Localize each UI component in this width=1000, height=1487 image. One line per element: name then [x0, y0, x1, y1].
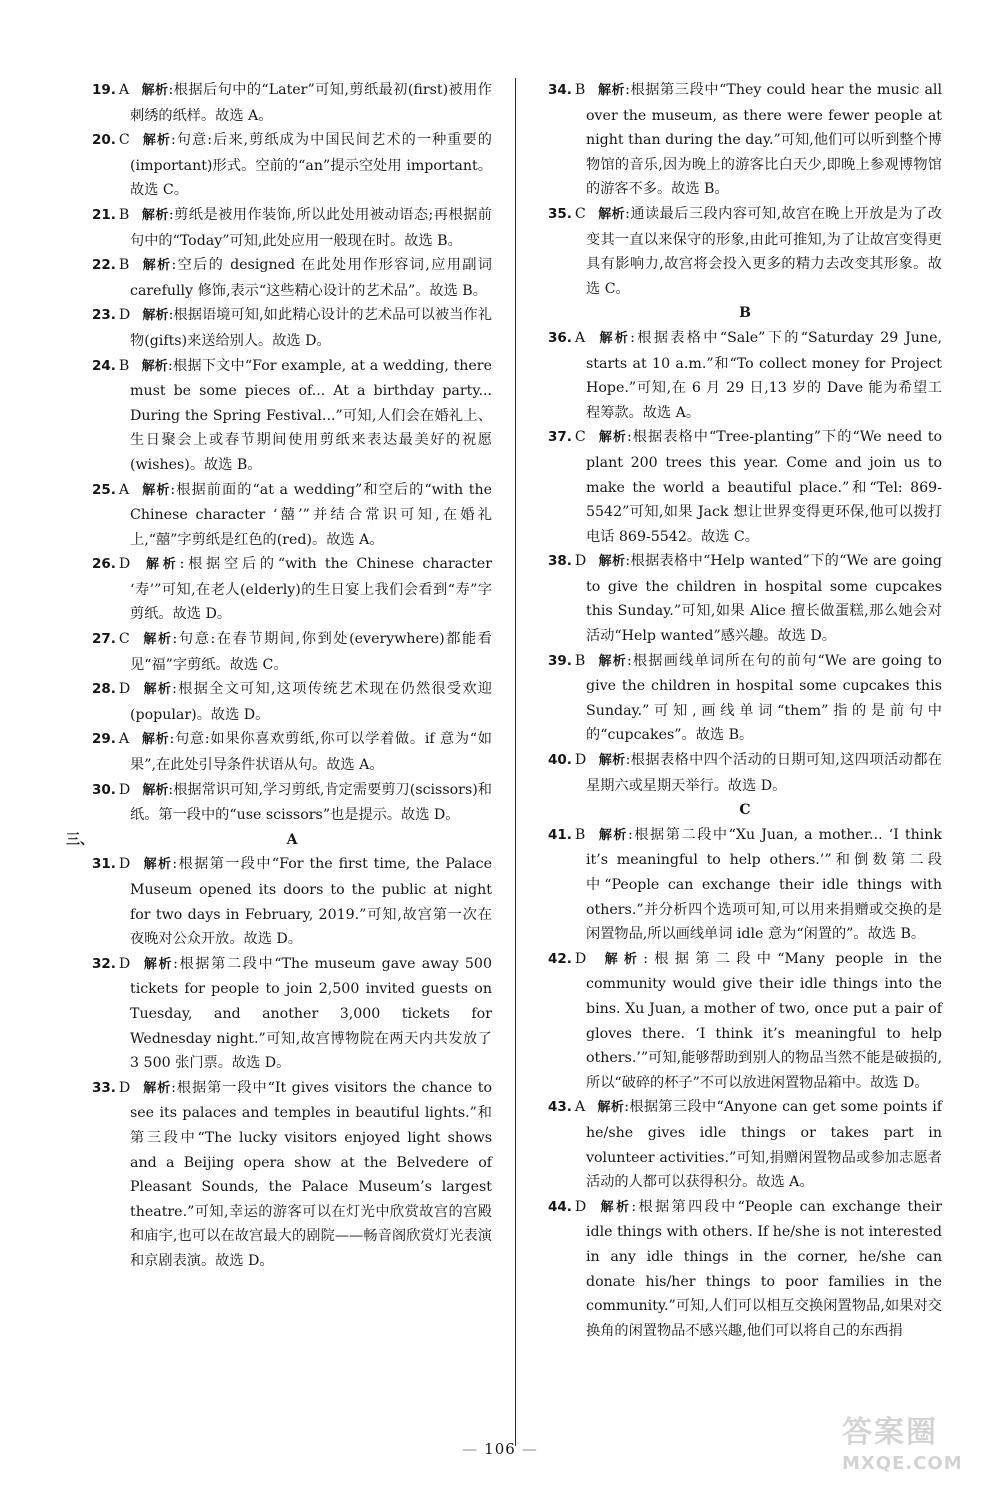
- question-number: 26.: [92, 556, 116, 573]
- answer-item: [548, 748, 942, 798]
- question-number: 41.: [548, 826, 572, 843]
- question-number: 24.: [92, 357, 116, 374]
- explanation-text: :根据常识可知,学习剪纸,肯定需要剪刀(scissors)和纸。第一段中的“use scissors”也是提示。故选 D。: [130, 781, 492, 824]
- answer-choice: D: [118, 307, 131, 324]
- answer-item: [92, 552, 492, 627]
- question-number: 31.: [92, 856, 116, 873]
- explanation-text: :根据表格中“Sale”下的“Saturday 29 June, starts at 10 a.m.”和“To collect money for Project Hope.”可知,在 6 月 29 日,13 岁的 Dave 能为希望工程筹款。故选 A。: [586, 329, 942, 421]
- watermark-logo-text: 答案圈: [842, 1415, 938, 1450]
- question-number: 22.: [92, 257, 116, 274]
- answer-item: [92, 354, 492, 478]
- analysis-tag: 解析: [598, 554, 626, 570]
- answer-choice: B: [574, 652, 586, 669]
- section-c-heading: C: [739, 802, 751, 819]
- answer-choice: B: [574, 826, 586, 843]
- analysis-tag: 解析: [141, 133, 171, 149]
- answer-choice: B: [118, 257, 130, 274]
- analysis-tag: 解析: [142, 782, 169, 798]
- analysis-tag: 解析: [598, 951, 644, 967]
- question-number: 34.: [548, 82, 572, 98]
- answer-item: [92, 727, 492, 777]
- analysis-tag: 解析: [142, 857, 173, 873]
- right-column: [548, 78, 942, 1343]
- answer-choice: B: [118, 206, 130, 223]
- answer-item: [92, 1076, 492, 1274]
- answer-item: [92, 128, 492, 203]
- analysis-tag: 解析: [597, 206, 626, 222]
- analysis-tag: 解析: [141, 83, 169, 98]
- explanation-text: :根据全文可知,这项传统艺术现在仍然很受欢迎(popular)。故选 D。: [130, 681, 492, 723]
- answer-item: [92, 627, 492, 677]
- explanation-text: :空后的 designed 在此处用作形容词,应用副词 carefully 修饰,表示“这些精心设计的艺术品”。故选 B。: [130, 257, 492, 299]
- explanation-text: :根据第二段中“Xu Juan, a mother... ‘I think it’s meaningful to help others.’”和倒数第二段中“People can exchange their idle things with others.”并分析四个选项可知,可以用来捐赠或交换的是闲置物品,所以画线单词 idle 意为“闲置的”。故选 B。: [586, 826, 942, 943]
- analysis-tag: 解析: [597, 827, 628, 843]
- answer-list-3: [548, 78, 942, 301]
- explanation-text: :根据第三段中“Anyone can get some points if he/she gives idle things or takes part in volunteer activities.”可知,捐赠闲置物品或参加志愿者活动的人都可以获得积分。故选 A。: [586, 1099, 942, 1191]
- answer-item: [92, 478, 492, 553]
- question-number: 39.: [548, 652, 572, 669]
- question-number: 36.: [548, 329, 572, 346]
- section-a-heading: A: [286, 831, 298, 848]
- explanation-text: :根据表格中四个活动的日期可知,这四项活动都在星期六或星期天举行。故选 D。: [586, 752, 942, 794]
- answer-choice: D: [118, 856, 131, 873]
- analysis-tag: 解析: [142, 1080, 172, 1096]
- page-number: 106: [484, 1440, 516, 1458]
- answer-item: [92, 203, 492, 253]
- analysis-tag: 解析: [142, 956, 174, 972]
- question-number: 29.: [92, 731, 116, 748]
- answer-list-1: [92, 78, 492, 828]
- analysis-tag: 解析: [597, 330, 631, 346]
- answer-choice: D: [118, 955, 131, 972]
- analysis-tag: 解析: [597, 1100, 625, 1116]
- question-number: 43.: [548, 1099, 572, 1116]
- analysis-tag: 解析: [597, 83, 626, 98]
- answer-choice: D: [574, 1198, 587, 1215]
- answer-choice: B: [574, 82, 586, 98]
- answer-item: [92, 78, 492, 128]
- part-three-label: 三、: [66, 831, 94, 848]
- analysis-tag: 解析: [141, 358, 168, 374]
- question-number: 37.: [548, 429, 572, 446]
- answer-item: [92, 677, 492, 727]
- answer-item: [92, 952, 492, 1076]
- part-three-header: [66, 828, 492, 853]
- analysis-tag: 解析: [141, 732, 170, 748]
- explanation-text: :根据表格中“Tree-planting”下的“We need to plant 200 trees this year. Come and join us to make the world a beautiful place.”和“Tel: 869-5542”可知,如果 Jack 想让世界变得更环保,他可以拨打电话 869-5542。故选 C。: [586, 429, 942, 545]
- answer-item: [548, 649, 942, 748]
- answer-item: [92, 303, 492, 353]
- left-column: [66, 78, 492, 1274]
- explanation-text: :句意:在春节期间,你到处(everywhere)都能看见“福”字剪纸。故选 C。: [130, 631, 492, 673]
- answer-item: [92, 852, 492, 951]
- answer-item: [548, 425, 942, 549]
- question-number: 19.: [92, 82, 116, 98]
- analysis-tag: 解析: [142, 557, 180, 573]
- explanation-text: :根据画线单词所在句的前句“We are going to give the children in hospital some cupcakes this Sunday.”可知,画线单词“them”指的是前句中的“cupcakes”。故选 B。: [586, 652, 942, 744]
- analysis-tag: 解析: [141, 632, 173, 648]
- answer-choice: C: [574, 429, 586, 446]
- analysis-tag: 解析: [597, 653, 627, 669]
- answer-choice: A: [118, 481, 130, 498]
- answer-item: [92, 778, 492, 828]
- explanation-text: :通读最后三段内容可知,故宫在晚上开放是为了改变其一直以来保守的形象,由此可推知,为了让故宫变得更具有影响力,故宫将会投入更多的精力去改变其形象。故选 C。: [586, 205, 942, 297]
- explanation-text: :剪纸是被用作装饰,所以此处用被动语态;再根据前句中的“Today”可知,此处应用一般现在时。故选 B。: [130, 206, 492, 249]
- answer-choice: A: [574, 329, 586, 346]
- question-number: 30.: [92, 781, 116, 798]
- explanation-text: :根据第二段中“Many people in the community would give their idle things into the bins. Xu Juan, a mother of two, once put a pair of gloves there. ‘I think it’s meaningful to help others.’”可知,能够帮助到别人的物品当然不能是破损的,所以“破碎的杯子”不可以放进闲置物品箱中。故选 D。: [586, 950, 942, 1091]
- question-number: 35.: [548, 205, 572, 222]
- answer-choice: D: [574, 553, 587, 570]
- answer-item: [92, 253, 492, 303]
- answer-list-2: [92, 852, 492, 1273]
- question-number: 42.: [548, 950, 572, 967]
- page-number-dash-left: —: [462, 1440, 479, 1458]
- site-watermark: [842, 1407, 972, 1477]
- answer-choice: B: [118, 357, 130, 374]
- answer-choice: C: [574, 205, 586, 222]
- answer-choice: A: [574, 1099, 586, 1116]
- question-number: 23.: [92, 307, 116, 324]
- answer-choice: C: [118, 631, 130, 648]
- answer-item: [548, 1195, 942, 1344]
- answer-choice: A: [118, 82, 130, 98]
- answer-choice: D: [118, 681, 131, 698]
- answer-choice: D: [118, 781, 131, 798]
- question-number: 44.: [548, 1198, 572, 1215]
- question-number: 40.: [548, 752, 572, 769]
- explanation-text: :根据第四段中“People can exchange their idle things with others. If he/she is not interested in any idle things in the corner, he/she can donate his/her things to poor families in the community.”可知,人们可以相互交换闲置物品,如果对交换角的闲置物品不感兴趣,他们可以将自己的东西捐: [586, 1198, 942, 1339]
- answer-choice: D: [574, 752, 587, 769]
- answer-item: [548, 823, 942, 947]
- answer-item: [548, 202, 942, 301]
- explanation-text: :根据第三段中“They could hear the music all over the museum, as there were fewer people at night than during the day.”可知,他们可以听到整个博物馆的音乐,因为晚上的游客比白天少,即晚上参观博物馆的游客不多。故选 B。: [586, 82, 942, 198]
- explanation-text: :根据第一段中“It gives visitors the chance to see its palaces and temples in beautiful lights.”和第三段中“The lucky visitors enjoyed light shows and a Beijing opera show at the Belvedere of Pleasant Sounds, the Palace Museum’s largest theatre.”可知,幸运的游客可以在灯光中欣赏故宫的宫殿和庙宇,也可以在故宫最大的剧院——畅音阁欣赏灯光表演和京剧表演。故选 D。: [130, 1079, 492, 1269]
- answer-item: [548, 78, 942, 202]
- answer-list-5: [548, 823, 942, 1343]
- page-number-dash-right: —: [521, 1440, 538, 1458]
- answer-item: [548, 947, 942, 1096]
- analysis-tag: 解析: [142, 308, 169, 324]
- question-number: 33.: [92, 1079, 116, 1096]
- analysis-tag: 解析: [598, 753, 626, 769]
- explanation-text: :根据第二段中“The museum gave away 500 tickets for people to join 2,500 invited guests on Tuesday, and another 3,000 tickets for Wednesday night.”可知,故宫博物院在两天内共发放了 3 500 张门票。故选 D。: [130, 955, 492, 1072]
- answer-choice: C: [118, 132, 130, 149]
- explanation-text: :句意:后来,剪纸成为中国民间艺术的一种重要的(important)形式。空前的“an”提示空处用 important。故选 C。: [130, 132, 492, 199]
- analysis-tag: 解析: [597, 430, 627, 446]
- answer-item: [548, 1095, 942, 1194]
- watermark-url: MXQE.COM: [842, 1453, 963, 1474]
- section-b-heading: B: [739, 305, 751, 322]
- explanation-text: :根据语境可知,如此精心设计的艺术品可以被当作礼物(gifts)来送给别人。故选 D。: [130, 307, 492, 349]
- column-divider: [515, 78, 516, 1446]
- explanation-text: :根据后句中的“Later”可知,剪纸最初(first)被用作刺绣的纸样。故选 A。: [130, 82, 492, 124]
- answer-item: [548, 326, 942, 425]
- answer-choice: D: [118, 1079, 131, 1096]
- explanation-text: :句意:如果你喜欢剪纸,你可以学着做。if 意为“如果”,在此处引导条件状语从句。故选 A。: [130, 731, 492, 774]
- analysis-tag: 解析: [598, 1199, 632, 1215]
- analysis-tag: 解析: [142, 682, 173, 698]
- explanation-text: :根据空后的“with the Chinese character ‘寿’”可知,在老人(elderly)的生日宴上我们会看到“寿”字剪纸。故选 D。: [130, 556, 492, 623]
- question-number: 21.: [92, 206, 116, 223]
- question-number: 25.: [92, 481, 116, 498]
- answer-item: [548, 549, 942, 648]
- answer-choice: D: [118, 556, 131, 573]
- answer-list-4: [548, 326, 942, 798]
- analysis-tag: 解析: [141, 258, 172, 274]
- answer-choice: A: [118, 731, 130, 748]
- question-number: 28.: [92, 681, 116, 698]
- question-number: 27.: [92, 631, 116, 648]
- explanation-text: :根据下文中“For example, at a wedding, there must be some pieces of... At a birthday party... During the Spring Festival...”可知,人们会在婚礼上、生日聚会上或春节期间使用剪纸来表达最美好的祝愿(wishes)。故选 B。: [130, 357, 492, 473]
- explanation-text: :根据第一段中“For the first time, the Palace Museum opened its doors to the public at night for two days in February, 2019.”可知,故宫第一次在夜晚对公众开放。故选 D。: [130, 856, 492, 948]
- answer-choice: D: [574, 950, 587, 967]
- explanation-text: :根据表格中“Help wanted”下的“We are going to give the children in hospital some cupcakes this Sunday.”可知,如果 Alice 擅长做蛋糕,那么她会对活动“Help wanted”感兴趣。故选 D。: [586, 553, 942, 645]
- question-number: 32.: [92, 955, 116, 972]
- explanation-text: :根据前面的“at a wedding”和空后的“with the Chinese character ‘囍’”并结合常识可知,在婚礼上,“囍”字剪纸是红色的(red)。故选 A。: [130, 481, 492, 548]
- question-number: 38.: [548, 553, 572, 570]
- question-number: 20.: [92, 132, 116, 149]
- analysis-tag: 解析: [141, 482, 171, 498]
- analysis-tag: 解析: [141, 207, 169, 223]
